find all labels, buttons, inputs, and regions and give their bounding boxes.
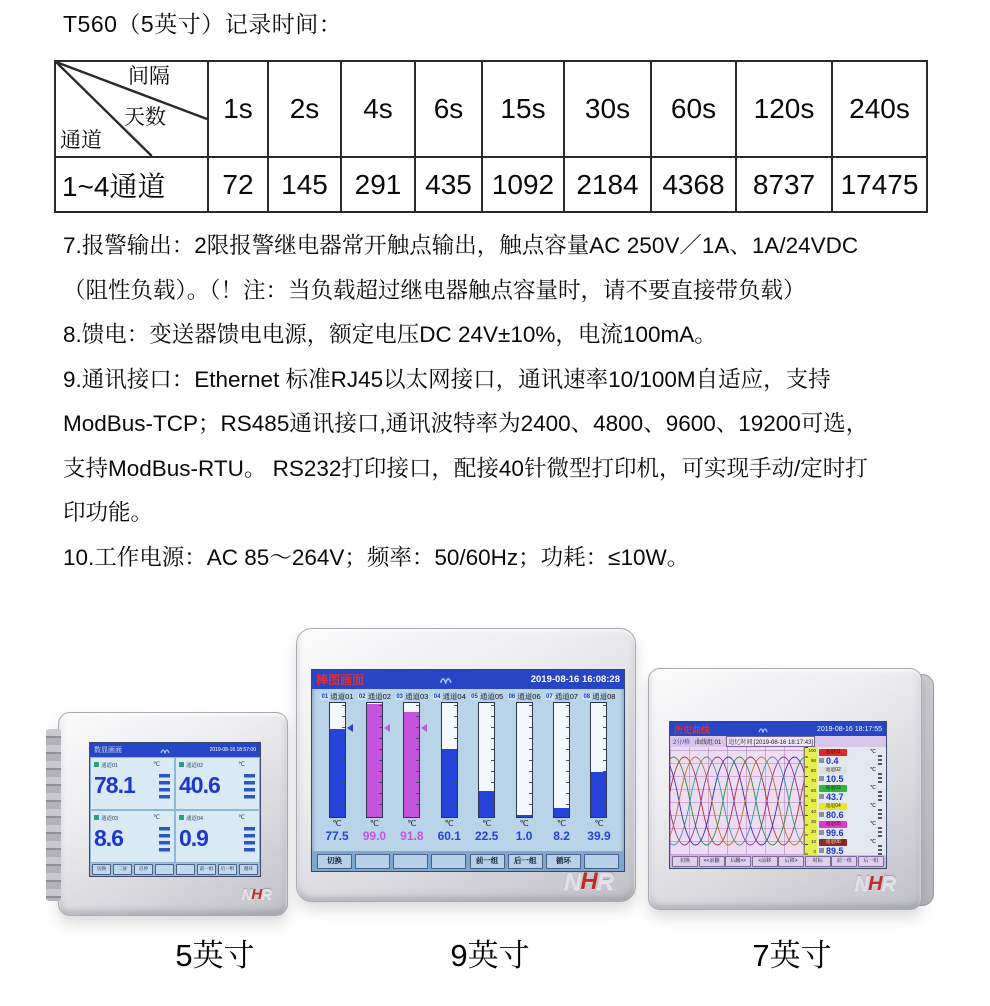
channel-tag: 02: [358, 693, 366, 700]
channel-value: 39.9: [587, 829, 611, 843]
nhr-logo-icon: [439, 675, 455, 684]
channel-unit: ℃: [407, 819, 417, 828]
alarm-marker-icon: [384, 724, 390, 732]
channel-value: 0.4: [826, 755, 839, 766]
device-button: [176, 864, 195, 875]
bar-channel: [506, 691, 542, 851]
channel-unit: ℃: [444, 819, 454, 828]
screen-datetime: 2019-08-16 16:08:28: [530, 674, 620, 685]
interval-header: 6s: [415, 61, 482, 157]
channel-unit: ℃: [332, 819, 342, 828]
device-button: 循环: [239, 864, 258, 875]
channel-row: [817, 819, 886, 837]
channel-tag-icon: [819, 848, 824, 853]
bar-channel: [581, 691, 617, 851]
recall-time: 追忆时间:[2019-08-16 18:17:43]: [726, 736, 815, 747]
channel-unit: ℃: [594, 819, 604, 828]
device-button: 切换: [317, 854, 352, 869]
device-button: 切换: [92, 864, 111, 875]
curve-group: 曲线组:01: [695, 740, 722, 746]
screen-header: [670, 722, 886, 736]
bar-channel: [544, 691, 580, 851]
channel-name: 通道01: [101, 762, 119, 769]
nhr-logo-icon: [160, 747, 172, 754]
bar-gauge: [441, 702, 458, 818]
channel-name: 通道08: [592, 692, 616, 701]
device-7inch-screen: [669, 721, 887, 869]
channel-unit: ℃: [869, 803, 876, 809]
channel-value: 78.1: [94, 772, 135, 798]
bar-gauge: [366, 702, 383, 818]
curve-subheader: [670, 736, 886, 747]
corner-label-channel: 通道: [60, 129, 102, 152]
channel-name: 通道04: [442, 692, 466, 701]
device-button: <前移: [752, 856, 778, 867]
channel-name: 通道02: [819, 767, 847, 774]
channel-value: 10.5: [826, 773, 844, 784]
terminal-block: [46, 729, 61, 901]
channel-name: 通道02: [367, 692, 391, 701]
level-indicator-icon: [159, 827, 170, 853]
spec-line: 7.报警输出：2限报警继电器常开触点输出，触点容量AC 250V／1A、1A/24VDC: [63, 233, 859, 258]
channel-value: 8.2: [553, 829, 570, 843]
device-button: 后移>: [778, 856, 804, 867]
days-value: 8737: [736, 157, 832, 212]
channel-tag: 05: [471, 693, 478, 700]
screen-button-row: [90, 863, 260, 876]
interval-header: 4s: [341, 61, 415, 157]
channel-name: 通道05: [819, 821, 847, 828]
channel-bullet-icon: [94, 815, 99, 820]
level-indicator-icon: [159, 774, 170, 800]
screen-datetime: 2019-08-16 18:57:00: [209, 747, 256, 753]
spec-line: 10.工作电源：AC 85～264V；频率：50/60Hz；功耗：≤10W。: [63, 544, 690, 570]
days-value: 2184: [564, 157, 651, 212]
channel-name: 通道02: [186, 762, 204, 769]
device-9inch-photo: [296, 628, 636, 902]
channel-unit: ℃: [869, 749, 876, 755]
days-value: 145: [268, 157, 341, 212]
table-corner-cell: [55, 61, 208, 157]
corner-label-interval: 间隔: [128, 65, 170, 88]
channel-unit: ℃: [869, 839, 876, 845]
channel-row: [817, 747, 886, 765]
channel-row: [817, 765, 886, 783]
channel-unit: ℃: [557, 819, 567, 828]
days-value: 72: [208, 157, 268, 212]
channel-unit: ℃: [238, 762, 245, 768]
channel-row: [817, 837, 886, 855]
channel-unit: ℃: [869, 767, 876, 773]
channel-tag: 03: [396, 693, 404, 700]
channel-value: 99.0: [362, 829, 387, 843]
channel-bullet-icon: [94, 762, 99, 767]
interval-header: 15s: [482, 61, 564, 157]
nhr-brand-logo: NHR: [241, 886, 271, 903]
channel-unit: ℃: [519, 819, 529, 828]
channel-list-panel: [817, 747, 886, 855]
channel-row: [817, 783, 886, 801]
device-button: 二屏: [113, 864, 132, 875]
channel-unit: ℃: [153, 762, 160, 768]
interval-header: 2s: [268, 61, 341, 157]
device-button: 启停: [134, 864, 153, 875]
size-label-9inch: 9英寸: [450, 938, 530, 973]
interval-header: 240s: [832, 61, 927, 157]
level-indicator-icon: [244, 774, 255, 800]
bar-gauge: [329, 702, 346, 818]
page-title: T560（5英寸）记录时间：: [63, 11, 343, 37]
channel-value: 60.1: [437, 829, 461, 843]
device-button: 切换: [672, 856, 698, 867]
device-button: <<前翻: [699, 856, 725, 867]
channel-unit: ℃: [869, 821, 876, 827]
spec-text: [63, 224, 968, 580]
screen-datetime: 2019-08-16 18:17:55: [816, 725, 882, 733]
channel-name: 通道03: [101, 815, 119, 822]
device-button: 前一组: [197, 864, 216, 875]
device-7inch-photo: [648, 668, 922, 910]
device-button: [393, 854, 428, 869]
screen-header: [90, 743, 260, 757]
row-label: 1~4通道: [55, 157, 208, 212]
channel-bullet-icon: [179, 815, 184, 820]
channel-name: 通道01: [819, 749, 847, 756]
channel-cell: [90, 810, 175, 863]
device-button: [584, 854, 619, 869]
channel-value: 77.5: [325, 829, 349, 843]
days-value: 435: [415, 157, 482, 212]
channel-name: 通道06: [517, 692, 541, 701]
digital-display-grid: [90, 757, 260, 863]
alarm-marker-icon: [421, 724, 427, 732]
channel-value: 91.8: [400, 829, 424, 843]
device-button: 时标: [805, 856, 831, 867]
device-button: 后一组: [858, 856, 884, 867]
channel-value: 8.6: [94, 825, 123, 851]
channel-value: 1.0: [515, 829, 533, 843]
device-button: 前一组: [831, 856, 857, 867]
days-value: 17475: [832, 157, 927, 212]
channel-name: 通道04: [819, 803, 847, 810]
channel-value: 80.6: [826, 809, 844, 820]
bar-gauge: [553, 702, 570, 818]
bar-channel: [394, 691, 430, 851]
channel-cell: [175, 757, 260, 810]
channel-unit: ℃: [369, 819, 379, 828]
days-value: 291: [341, 157, 415, 212]
channel-tag: 01: [321, 693, 329, 700]
size-label-5inch: 5英寸: [175, 938, 255, 973]
channel-name: 通道04: [186, 815, 204, 822]
channel-tag: 04: [433, 693, 441, 700]
channel-tag-icon: [819, 794, 824, 799]
channel-value: 89.5: [826, 845, 844, 856]
history-curves: [670, 747, 804, 855]
channel-name: 通道07: [554, 692, 579, 701]
channel-cell: [175, 810, 260, 863]
channel-value: 40.6: [179, 772, 220, 798]
channel-row: [817, 801, 886, 819]
channel-name: 通道06: [819, 839, 847, 846]
record-time-table: [54, 60, 928, 213]
channel-name: 通道01: [330, 692, 354, 701]
history-curve-area: [670, 747, 886, 855]
time-per-grid: 2分/格: [673, 740, 691, 746]
device-button: 后翻>>: [725, 856, 751, 867]
bar-channel: [431, 691, 467, 851]
channel-value: 22.5: [475, 829, 499, 843]
bar-channel: [469, 691, 505, 851]
days-value: 1092: [482, 157, 564, 212]
channel-unit: ℃: [238, 815, 245, 821]
channel-cell: [90, 757, 175, 810]
channel-tag-icon: [819, 830, 824, 835]
spec-line: （阻性负载）。（！注：当负载超过继电器触点容量时，请不要直接带负载）: [63, 277, 806, 303]
spec-line: 8.馈电：变送器馈电电源，额定电压DC 24V±10%，电流100mA。: [63, 322, 717, 347]
channel-name: 通道03: [405, 692, 429, 701]
interval-header: 120s: [736, 61, 832, 157]
bar-channel: [319, 691, 355, 851]
channel-unit: ℃: [869, 785, 876, 791]
spec-line: ModBus-TCP；RS485通讯接口,通讯波特率为2400、4800、9600、19200可选，: [63, 411, 869, 436]
size-label-7inch: 7英寸: [752, 938, 832, 973]
device-button: [155, 864, 174, 875]
device-5inch-photo: [58, 712, 288, 916]
bar-gauge: [403, 702, 420, 818]
spec-line: 支持ModBus-RTU。 RS232打印接口，配接40针微型打印机，可实现手动/定时打: [63, 455, 868, 481]
channel-tag: 07: [546, 693, 553, 700]
channel-unit: ℃: [153, 815, 160, 821]
channel-tag-icon: [819, 812, 824, 817]
interval-header: 30s: [564, 61, 651, 157]
screen-title: 棒图画面: [316, 673, 365, 687]
channel-tag-icon: [819, 758, 824, 763]
nhr-logo-icon: [758, 726, 770, 733]
channel-name: 通道05: [479, 692, 504, 701]
level-indicator-icon: [244, 827, 255, 853]
device-button: 后一组: [218, 864, 237, 875]
channel-name: 通道03: [819, 785, 847, 792]
spec-line: 印功能。: [63, 500, 154, 525]
device-button: [431, 854, 466, 869]
nhr-brand-logo: NHR: [563, 868, 613, 895]
nhr-brand-logo: NHR: [854, 873, 895, 895]
channel-value: 43.7: [826, 791, 844, 802]
device-5inch-screen: [89, 742, 261, 877]
bar-gauge: [590, 702, 607, 818]
screen-title: 数显画面: [94, 747, 122, 754]
channel-unit: ℃: [482, 819, 492, 828]
device-button: 后一组: [508, 854, 543, 869]
channel-tag-icon: [819, 776, 824, 781]
interval-header: 1s: [208, 61, 268, 157]
y-axis-scale: 100 90 80 70 60 50 40 30 20 10 0: [804, 747, 817, 855]
channel-bullet-icon: [179, 762, 184, 767]
screen-button-row: [670, 855, 886, 868]
curve-plot: [670, 747, 804, 855]
device-button: [355, 854, 390, 869]
days-value: 4368: [651, 157, 736, 212]
bar-gauge: [516, 702, 533, 818]
spec-line: 9.通讯接口：Ethernet 标准RJ45以太网接口，通讯速率10/100M自适应，支持: [63, 366, 831, 392]
interval-header: 60s: [651, 61, 736, 157]
screen-header: [312, 670, 624, 689]
screen-title: 历史曲线: [674, 724, 711, 735]
bar-gauge: [478, 702, 495, 818]
corner-label-days: 天数: [124, 106, 166, 129]
bar-graph-area: [312, 689, 624, 851]
device-button: 前一组: [470, 854, 505, 869]
device-9inch-screen: [311, 669, 625, 872]
channel-value: 0.9: [179, 825, 208, 851]
alarm-marker-icon: [347, 724, 353, 732]
channel-tag: 08: [583, 693, 591, 700]
device-button: 循环: [546, 854, 581, 869]
channel-tag: 06: [508, 693, 516, 700]
bar-channel: [356, 691, 392, 851]
channel-value: 99.6: [826, 827, 844, 838]
